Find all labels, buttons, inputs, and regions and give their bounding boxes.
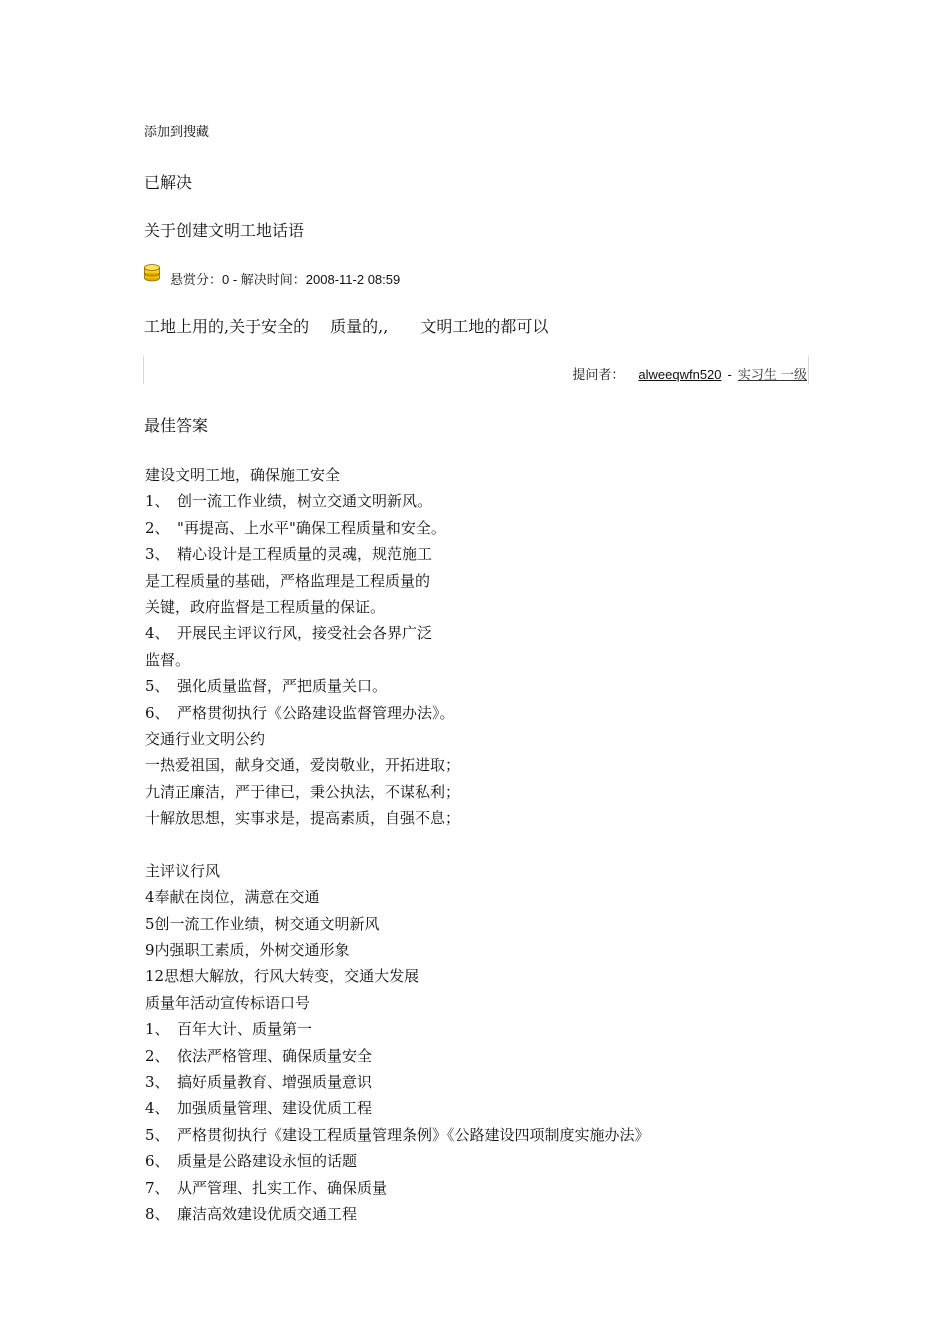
answer-line: 质量年活动宣传标语口号: [145, 993, 311, 1012]
answer-line: 九清正廉洁，严于律已，秉公执法，不谋私利；: [145, 782, 461, 801]
answer-line: 5、 严格贯彻执行《建设工程质量管理条例》《公路建设四项制度实施办法》: [145, 1125, 650, 1144]
asker-separator: -: [727, 367, 732, 382]
asker-info: [572, 364, 807, 383]
question-title: 关于创建文明工地话语: [144, 221, 305, 240]
best-answer-heading: 最佳答案: [144, 416, 209, 435]
asker-name-link[interactable]: alweeqwfn520: [638, 367, 722, 382]
status-label: 已解决: [144, 173, 193, 192]
answer-line: 4、 加强质量管理、建设优质工程: [145, 1099, 373, 1118]
answer-line: 是工程质量的基础，严格监理是工程质量的: [145, 571, 431, 590]
answer-line: 建设文明工地，确保施工安全: [145, 466, 341, 484]
answer-line: 3、 精心设计是工程质量的灵魂，规范施工: [145, 545, 433, 564]
answer-line: 3、 搞好质量教育、增强质量意识: [145, 1072, 373, 1091]
answer-line: 关键，政府监督是工程质量的保证。: [145, 597, 386, 616]
answer-line: 8、 廉洁高效建设优质交通工程: [145, 1204, 358, 1223]
answer-line: 6、 严格贯彻执行《公路建设监督管理办法》。: [145, 703, 455, 722]
reward-and-solved-time: 悬赏分：0 - 解决时间：2008-11-2 08:59: [170, 272, 401, 287]
answer-line: 4、 开展民主评议行风，接受社会各界广泛: [145, 624, 433, 643]
coin-stack-icon: [143, 264, 161, 282]
answer-line: 1、 百年大计、质量第一: [145, 1020, 313, 1039]
best-answer-content: [145, 462, 650, 1227]
answer-line: 5创一流工作业绩，树交通文明新风: [145, 914, 380, 933]
asker-label: 提问者：: [572, 368, 625, 383]
answer-line: 7、 从严管理、扎实工作、确保质量: [145, 1178, 388, 1197]
answer-line: 2、 "再提高、上水平"确保工程质量和安全。: [145, 518, 446, 537]
asker-level-link[interactable]: 实习生 一级: [737, 368, 807, 383]
answer-line: 6、 质量是公路建设永恒的话题: [145, 1152, 358, 1171]
answer-line: 2、 依法严格管理、确保质量安全: [145, 1046, 373, 1065]
answer-line: 9内强职工素质，外树交通形象: [145, 941, 350, 960]
reward-meta-row: [143, 262, 400, 288]
answer-line: 监督。: [145, 650, 191, 669]
answer-line: 交通行业文明公约: [145, 729, 266, 748]
answer-line: 12思想大解放，行风大转变，交通大发展: [145, 967, 420, 986]
answer-line: [145, 831, 650, 857]
answer-line: 4奉献在岗位，满意在交通: [145, 888, 320, 907]
answer-line: 十解放思想，实事求是，提高素质，自强不息；: [145, 809, 461, 828]
answer-line: 5、 强化质量监督，严把质量关口。: [145, 677, 388, 696]
answer-line: 主评议行风: [145, 861, 221, 880]
answer-line: 一热爱祖国，献身交通，爱岗敬业，开拓进取；: [145, 756, 461, 775]
question-body: 工地上用的,关于安全的 质量的,, 文明工地的都可以: [144, 317, 549, 336]
add-to-favorites-link[interactable]: 添加到搜藏: [144, 125, 210, 140]
answer-line: 1、 创一流工作业绩，树立交通文明新风。: [145, 492, 433, 511]
